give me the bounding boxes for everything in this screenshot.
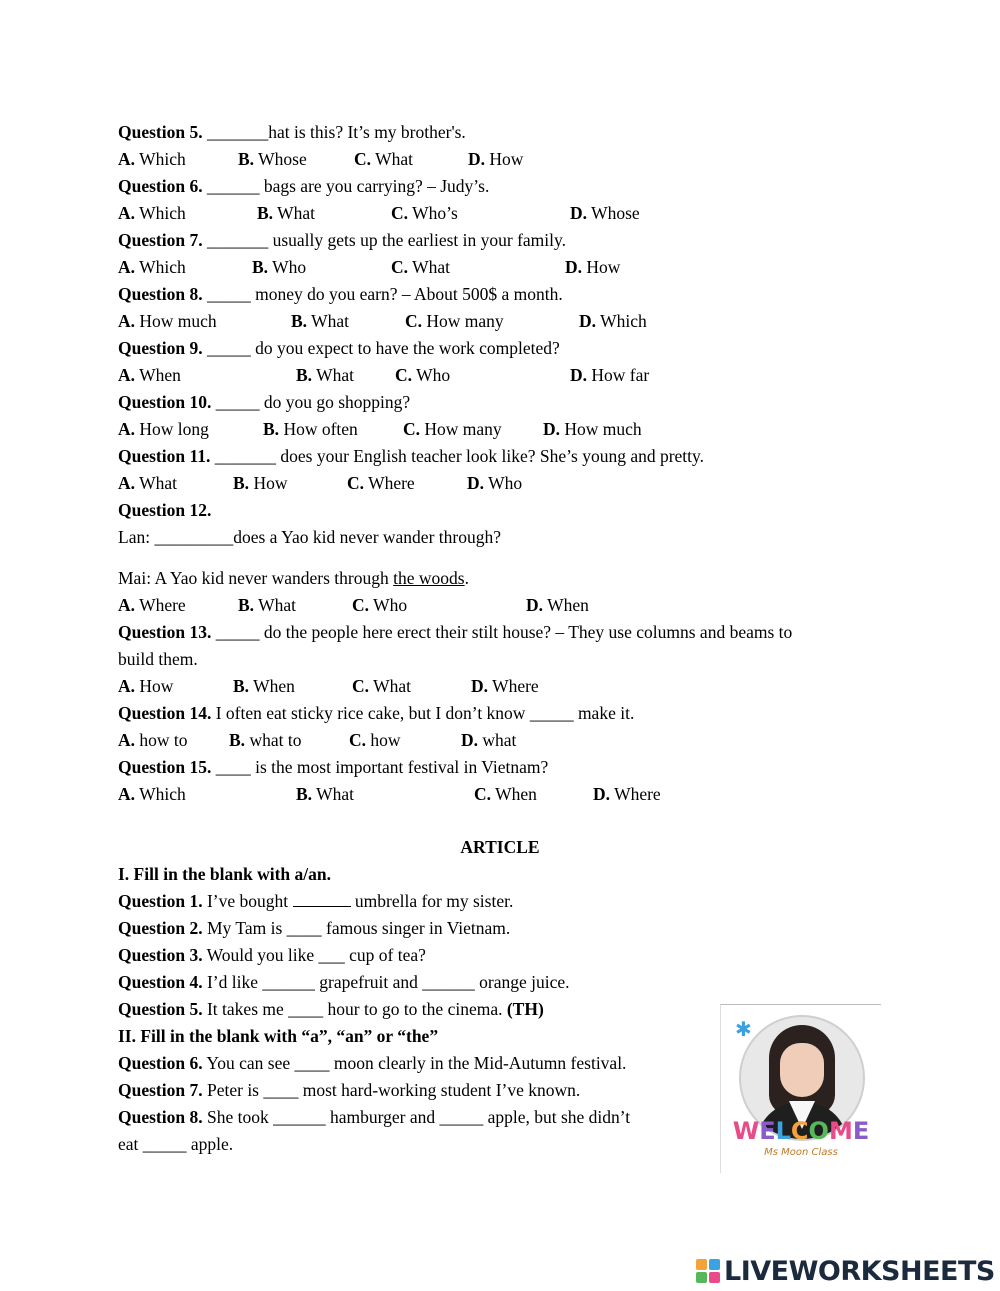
logo-square xyxy=(696,1259,707,1270)
option-text: How xyxy=(582,257,621,277)
option-text: what to xyxy=(245,730,302,750)
option-letter: C. xyxy=(474,784,492,804)
answer-option[interactable] xyxy=(238,148,307,170)
question-label: Question 7. xyxy=(118,230,203,250)
question-label: Question 6. xyxy=(118,1053,203,1073)
article-question-3 xyxy=(118,944,426,966)
option-text: How xyxy=(135,676,174,696)
answer-option[interactable] xyxy=(471,675,539,697)
question-text: ______ bags are you carrying? – Judy’s. xyxy=(202,176,490,196)
question-8 xyxy=(118,283,563,305)
option-letter: D. xyxy=(526,595,544,615)
option-letter: B. xyxy=(229,730,246,750)
option-text: Where xyxy=(610,784,661,804)
question-label: Question 11. xyxy=(118,446,211,466)
question-label: Question 2. xyxy=(118,918,203,938)
question-label: Question 1. xyxy=(118,891,203,911)
option-text: Who xyxy=(268,257,307,277)
article-question-7 xyxy=(118,1079,580,1101)
option-letter: A. xyxy=(118,784,136,804)
answer-option[interactable] xyxy=(391,202,458,224)
option-letter: A. xyxy=(118,149,136,169)
option-letter: B. xyxy=(238,595,255,615)
question-text: _______ does your English teacher look like? She’s young and pretty. xyxy=(210,446,705,466)
options-row xyxy=(118,256,878,278)
option-text: When xyxy=(491,784,537,804)
question-12 xyxy=(118,499,211,521)
question-text: _____ do you go shopping? xyxy=(211,392,411,412)
option-text: How long xyxy=(135,419,209,439)
answer-option[interactable] xyxy=(570,364,649,386)
options-row xyxy=(118,472,878,494)
option-letter: B. xyxy=(238,149,255,169)
question-label: Question 6. xyxy=(118,176,203,196)
answer-option[interactable] xyxy=(291,310,349,332)
option-letter: C. xyxy=(352,676,370,696)
option-letter: D. xyxy=(593,784,611,804)
option-letter: A. xyxy=(118,365,136,385)
answer-option[interactable] xyxy=(354,148,413,170)
option-text: What xyxy=(273,203,316,223)
option-text: how xyxy=(366,730,401,750)
section-instruction-1 xyxy=(118,863,331,885)
option-text: Where xyxy=(135,595,186,615)
teacher-photo xyxy=(720,1004,881,1173)
answer-option[interactable] xyxy=(405,310,504,332)
question-label: Question 5. xyxy=(118,999,203,1019)
option-letter: D. xyxy=(467,473,485,493)
option-letter: A. xyxy=(118,419,136,439)
option-letter: D. xyxy=(471,676,489,696)
welcome-letter: E xyxy=(852,1117,870,1145)
option-text: How xyxy=(485,149,524,169)
option-text: Which xyxy=(596,311,647,331)
option-text: Who xyxy=(412,365,451,385)
option-text: What xyxy=(369,676,411,696)
answer-option[interactable] xyxy=(118,310,217,332)
option-letter: C. xyxy=(354,149,372,169)
answer-option[interactable] xyxy=(118,783,186,805)
dialogue-mai xyxy=(118,567,469,589)
portrait-face xyxy=(780,1043,824,1097)
answer-option[interactable] xyxy=(263,418,358,440)
option-letter: D. xyxy=(461,730,479,750)
question-13 xyxy=(118,621,792,643)
question-text: _____ do the people here erect their stilt house? – They use columns and beams to xyxy=(211,622,793,642)
option-text: What xyxy=(135,473,177,493)
option-text: Which xyxy=(135,149,186,169)
sparkle-icon: ✱ xyxy=(735,1017,752,1041)
option-letter: C. xyxy=(391,203,409,223)
option-text: What xyxy=(371,149,413,169)
answer-option[interactable] xyxy=(349,729,401,751)
instruction-text: I. Fill in the blank with a/an. xyxy=(118,864,331,884)
answer-option[interactable] xyxy=(233,472,287,494)
option-text: What xyxy=(408,257,450,277)
logo-square xyxy=(709,1259,720,1270)
answer-option[interactable] xyxy=(118,202,186,224)
option-text: When xyxy=(135,365,181,385)
option-text: Which xyxy=(135,257,186,277)
answer-option[interactable] xyxy=(570,202,640,224)
answer-option[interactable] xyxy=(233,675,295,697)
question-text: Peter is ____ most hard-working student I’ve known. xyxy=(202,1080,581,1100)
answer-option[interactable] xyxy=(579,310,647,332)
option-letter: D. xyxy=(570,203,588,223)
dialogue-text: . xyxy=(464,568,469,588)
option-letter: B. xyxy=(296,784,313,804)
answer-option[interactable] xyxy=(347,472,415,494)
option-letter: B. xyxy=(233,473,250,493)
answer-option[interactable] xyxy=(118,418,209,440)
question-label: Question 3. xyxy=(118,945,203,965)
answer-option[interactable] xyxy=(296,783,354,805)
question-text: _______ usually gets up the earliest in your family. xyxy=(202,230,566,250)
answer-option[interactable] xyxy=(118,256,186,278)
article-question-8 xyxy=(118,1106,630,1128)
question-11 xyxy=(118,445,704,467)
answer-option[interactable] xyxy=(461,729,516,751)
answer-option[interactable] xyxy=(252,256,306,278)
question-14 xyxy=(118,702,634,724)
article-question-4 xyxy=(118,971,570,993)
question-5 xyxy=(118,121,466,143)
question-text: I’d like ______ grapefruit and ______ orange juice. xyxy=(202,972,570,992)
logo-square xyxy=(709,1272,720,1283)
instruction-text: II. Fill in the blank with “a”, “an” or “the” xyxy=(118,1026,439,1046)
option-letter: C. xyxy=(352,595,370,615)
question-text: I often eat sticky rice cake, but I don’t know _____ make it. xyxy=(211,703,635,723)
option-text: How much xyxy=(560,419,642,439)
question-text: umbrella for my sister. xyxy=(350,891,514,911)
answer-option[interactable] xyxy=(543,418,642,440)
options-row xyxy=(118,675,878,697)
answer-option[interactable] xyxy=(526,594,589,616)
article-question-5 xyxy=(118,998,544,1020)
question-tag: (TH) xyxy=(506,999,544,1019)
question-text: _____ do you expect to have the work completed? xyxy=(202,338,560,358)
question-7 xyxy=(118,229,566,251)
answer-option[interactable] xyxy=(467,472,522,494)
option-text: Who xyxy=(484,473,523,493)
options-row xyxy=(118,418,878,440)
logo-text: LIVEWORKSHEETS xyxy=(724,1255,995,1287)
option-letter: C. xyxy=(405,311,423,331)
answer-option[interactable] xyxy=(118,148,186,170)
option-letter: D. xyxy=(543,419,561,439)
answer-option[interactable] xyxy=(296,364,354,386)
welcome-letter: E xyxy=(759,1117,776,1145)
article-question-6 xyxy=(118,1052,626,1074)
answer-option[interactable] xyxy=(118,472,177,494)
option-letter: D. xyxy=(468,149,486,169)
dialogue-text: Mai: A Yao kid never wanders through xyxy=(118,568,394,588)
option-letter: A. xyxy=(118,595,136,615)
question-text: My Tam is ____ famous singer in Vietnam. xyxy=(202,918,511,938)
dialogue-lan xyxy=(118,526,501,548)
article-question-2 xyxy=(118,917,510,939)
article-question-1 xyxy=(118,890,513,912)
option-letter: A. xyxy=(118,257,136,277)
answer-option[interactable] xyxy=(238,594,296,616)
section-heading: ARTICLE xyxy=(460,837,540,857)
question-label: Question 7. xyxy=(118,1080,203,1100)
answer-option[interactable] xyxy=(565,256,620,278)
answer-option[interactable] xyxy=(403,418,502,440)
option-letter: A. xyxy=(118,676,136,696)
option-letter: A. xyxy=(118,473,136,493)
options-row xyxy=(118,148,878,170)
question-text: I’ve bought xyxy=(202,891,293,911)
question-label: Question 5. xyxy=(118,122,203,142)
question-label: Question 8. xyxy=(118,284,203,304)
question-continuation xyxy=(118,648,198,670)
question-label: Question 13. xyxy=(118,622,212,642)
option-text: Who xyxy=(369,595,408,615)
options-row xyxy=(118,783,878,805)
option-text: When xyxy=(249,676,295,696)
option-text: Who’s xyxy=(408,203,458,223)
question-text: Would you like ___ cup of tea? xyxy=(202,945,426,965)
answer-blank[interactable] xyxy=(293,892,351,907)
question-label: Question 8. xyxy=(118,1107,203,1127)
option-text: What xyxy=(254,595,297,615)
option-letter: D. xyxy=(579,311,597,331)
option-letter: C. xyxy=(391,257,409,277)
answer-option[interactable] xyxy=(118,364,181,386)
underlined-phrase: the woods xyxy=(393,568,465,588)
option-text: how to xyxy=(135,730,188,750)
option-letter: B. xyxy=(252,257,269,277)
option-letter: B. xyxy=(233,676,250,696)
dialogue-text: Lan: _________does a Yao kid never wander through? xyxy=(118,527,501,547)
answer-option[interactable] xyxy=(395,364,450,386)
answer-option[interactable] xyxy=(229,729,301,751)
question-label: Question 4. xyxy=(118,972,203,992)
options-row xyxy=(118,594,878,616)
option-text: Where xyxy=(488,676,539,696)
option-text: How many xyxy=(420,419,502,439)
answer-option[interactable] xyxy=(118,675,173,697)
answer-option[interactable] xyxy=(468,148,523,170)
welcome-letter: W xyxy=(732,1117,760,1145)
answer-option[interactable] xyxy=(257,202,315,224)
option-letter: B. xyxy=(291,311,308,331)
option-text: How much xyxy=(135,311,217,331)
question-text: You can see ____ moon clearly in the Mid-Autumn festival. xyxy=(202,1053,627,1073)
option-text: What xyxy=(307,311,350,331)
options-row xyxy=(118,310,878,332)
option-text: Whose xyxy=(587,203,640,223)
option-text: Which xyxy=(135,203,186,223)
answer-option[interactable] xyxy=(118,729,188,751)
question-text: build them. xyxy=(118,649,198,669)
liveworksheets-logo[interactable] xyxy=(696,1256,995,1286)
option-text: How xyxy=(249,473,288,493)
option-letter: B. xyxy=(257,203,274,223)
question-6 xyxy=(118,175,489,197)
question-9 xyxy=(118,337,560,359)
question-text: _______hat is this? It’s my brother's. xyxy=(202,122,466,142)
class-subtitle: Ms Moon Class xyxy=(764,1147,838,1158)
option-text: How often xyxy=(279,419,358,439)
question-10 xyxy=(118,391,410,413)
answer-option[interactable] xyxy=(474,783,537,805)
answer-option[interactable] xyxy=(118,594,186,616)
option-letter: B. xyxy=(296,365,313,385)
logo-grid-icon xyxy=(696,1259,720,1283)
option-letter: D. xyxy=(565,257,583,277)
question-label: Question 12. xyxy=(118,500,212,520)
question-text: ____ is the most important festival in Vietnam? xyxy=(211,757,549,777)
option-text: What xyxy=(312,784,355,804)
option-letter: D. xyxy=(570,365,588,385)
question-label: Question 10. xyxy=(118,392,212,412)
options-row xyxy=(118,364,878,386)
option-text: How far xyxy=(587,365,650,385)
question-continuation xyxy=(118,1133,233,1155)
option-text: Which xyxy=(135,784,186,804)
welcome-banner xyxy=(731,1117,871,1145)
answer-option[interactable] xyxy=(352,675,411,697)
option-text: How many xyxy=(422,311,504,331)
question-15 xyxy=(118,756,548,778)
answer-option[interactable] xyxy=(352,594,407,616)
welcome-letter: C xyxy=(790,1117,809,1145)
option-text: Whose xyxy=(254,149,307,169)
option-letter: C. xyxy=(349,730,367,750)
answer-option[interactable] xyxy=(593,783,661,805)
option-letter: B. xyxy=(263,419,280,439)
option-text: When xyxy=(543,595,589,615)
question-text: It takes me ____ hour to go to the cinema. xyxy=(202,999,507,1019)
question-text: She took ______ hamburger and _____ apple, but she didn’t xyxy=(202,1107,631,1127)
question-text: eat _____ apple. xyxy=(118,1134,234,1154)
question-label: Question 9. xyxy=(118,338,203,358)
options-row xyxy=(118,202,878,224)
option-text: What xyxy=(312,365,355,385)
welcome-letter: M xyxy=(828,1117,853,1145)
option-letter: C. xyxy=(347,473,365,493)
answer-option[interactable] xyxy=(391,256,450,278)
welcome-letter: L xyxy=(775,1117,791,1145)
question-label: Question 14. xyxy=(118,703,212,723)
section-instruction-2 xyxy=(118,1025,438,1047)
option-text: what xyxy=(478,730,517,750)
welcome-letter: O xyxy=(808,1117,829,1145)
question-label: Question 15. xyxy=(118,757,212,777)
option-letter: C. xyxy=(395,365,413,385)
option-text: Where xyxy=(364,473,415,493)
question-text: _____ money do you earn? – About 500$ a month. xyxy=(202,284,563,304)
option-letter: A. xyxy=(118,311,136,331)
logo-square xyxy=(696,1272,707,1283)
options-row xyxy=(118,729,878,751)
option-letter: A. xyxy=(118,730,136,750)
option-letter: C. xyxy=(403,419,421,439)
option-letter: A. xyxy=(118,203,136,223)
